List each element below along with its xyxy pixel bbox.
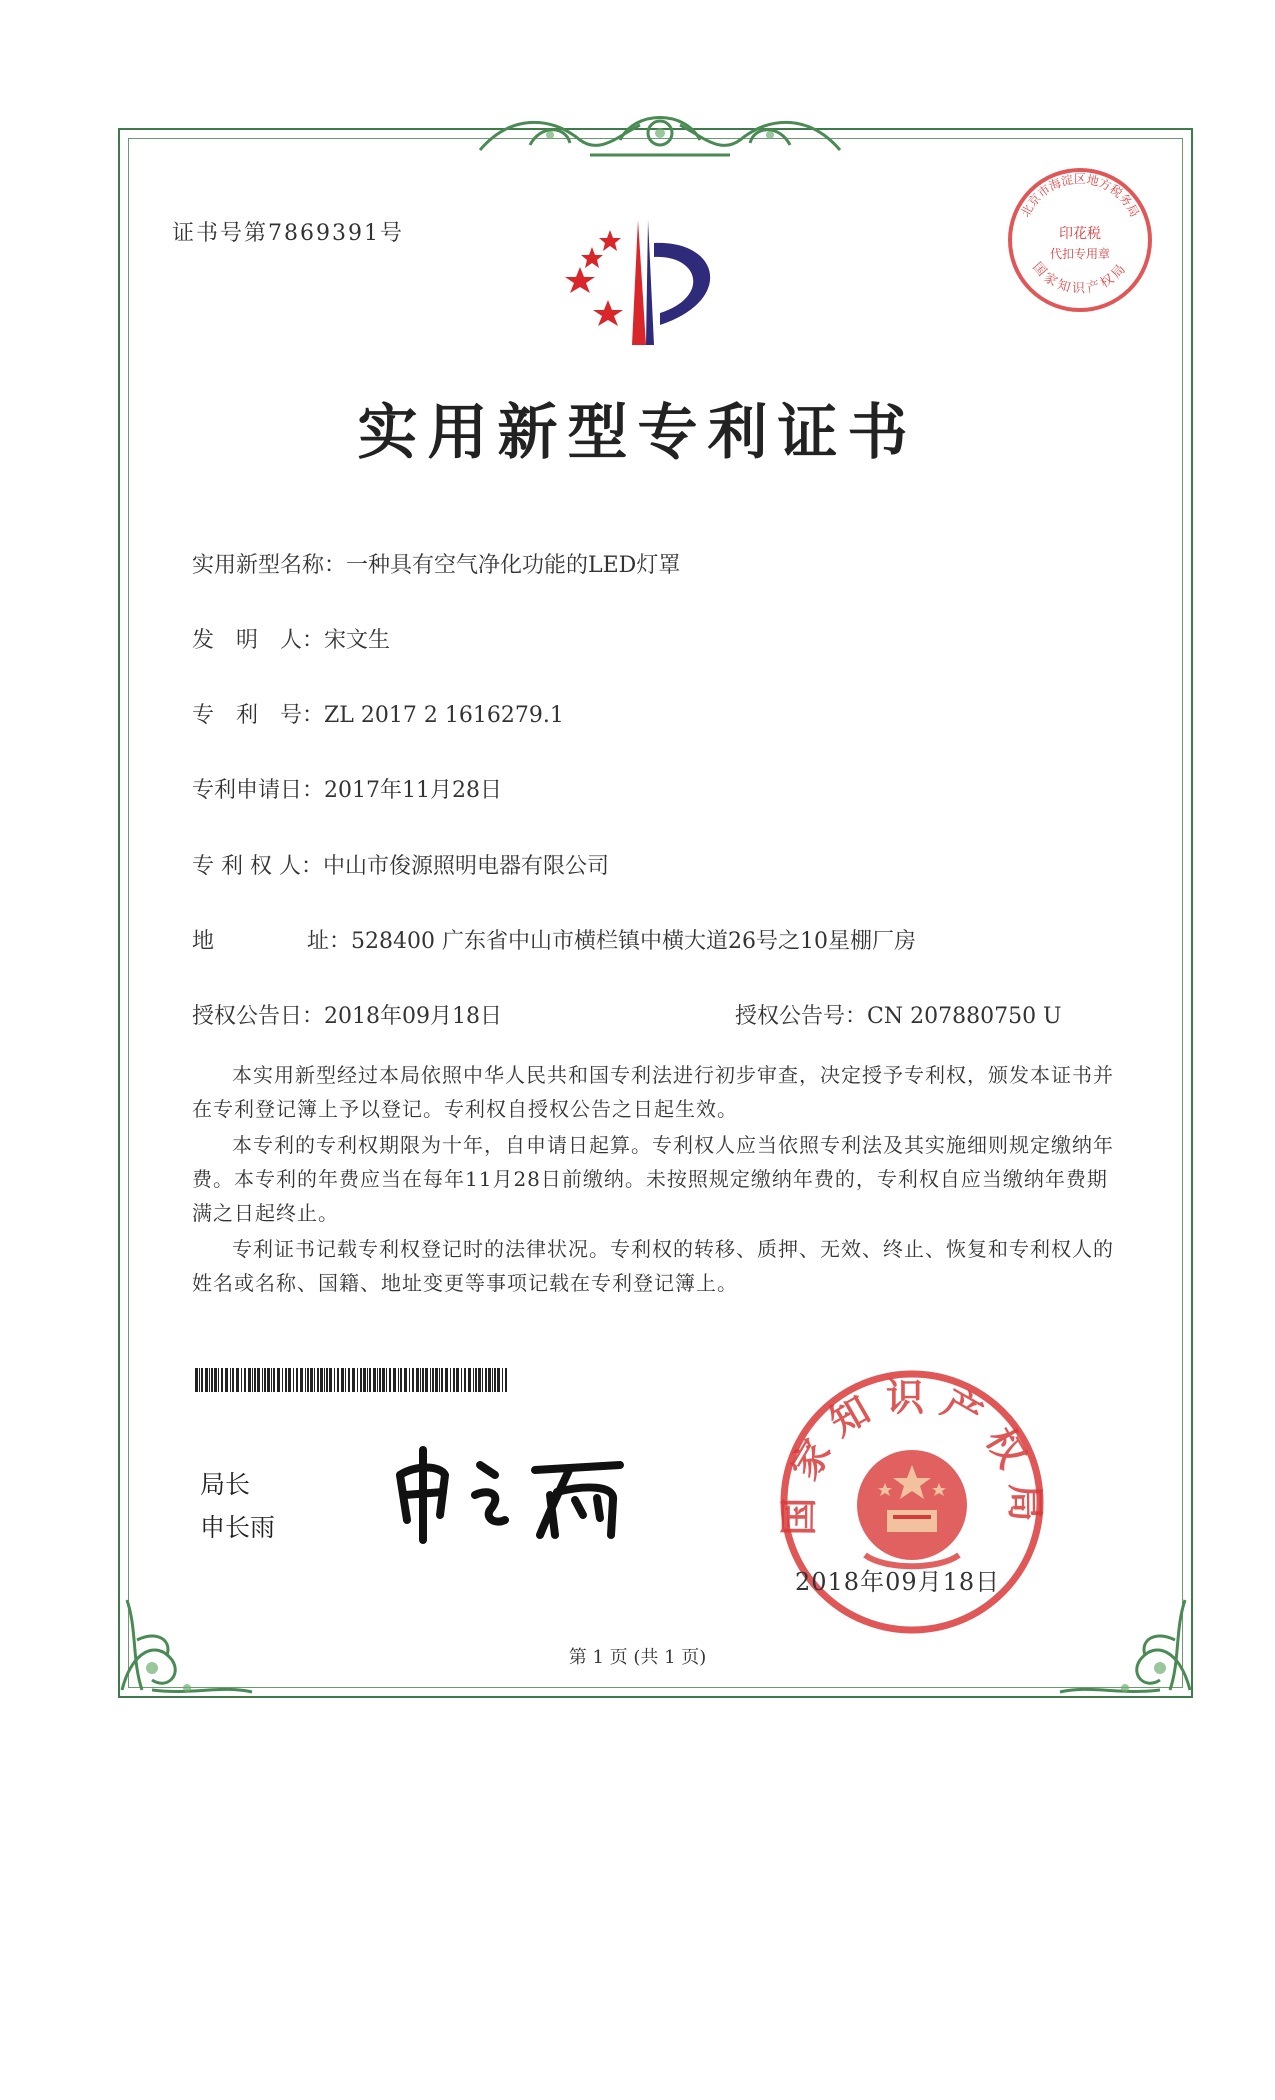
barcode-bar — [334, 1368, 335, 1392]
field-patent-number — [192, 698, 564, 729]
barcode-bar — [230, 1368, 231, 1392]
barcode-bar — [450, 1368, 451, 1392]
barcode-bar — [320, 1368, 323, 1392]
barcode-bar — [482, 1368, 483, 1392]
top-ornament — [470, 95, 850, 170]
seal-date: 2018年09月18日 — [795, 1568, 1001, 1596]
field-patentee — [192, 849, 609, 880]
barcode-bar — [337, 1368, 339, 1392]
barcode-bar — [416, 1368, 419, 1392]
patent-number-value: ZL 2017 2 1616279.1 — [324, 703, 564, 728]
barcode-bar — [329, 1368, 332, 1392]
barcode-bar — [205, 1368, 208, 1392]
barcode-bar — [494, 1368, 496, 1392]
grant-number-value: CN 207880750 U — [867, 1004, 1062, 1029]
barcode-bar — [478, 1368, 481, 1392]
barcode-bar — [248, 1368, 251, 1392]
barcode-bar — [497, 1368, 500, 1392]
barcode-bar — [257, 1368, 260, 1392]
svg-text:国家知识产权局 — [1029, 260, 1131, 297]
paragraph-grant-statement: 本实用新型经过本局依照中华人民共和国专利法进行初步审查，决定授予专利权，颁发本证书并在专利登记簿上予以登记。专利权自授权公告之日起生效。 — [192, 1063, 1114, 1121]
field-grant-number — [735, 999, 1062, 1030]
barcode-bar — [453, 1368, 455, 1392]
barcode-bar — [398, 1368, 399, 1392]
inventor-label: 发 明 人： — [192, 628, 325, 653]
barcode-bar — [262, 1368, 263, 1392]
address-label-part1: 地 — [192, 929, 215, 954]
barcode-bar — [393, 1368, 396, 1392]
barcode-bar — [345, 1368, 346, 1392]
barcode-bar — [389, 1368, 391, 1392]
national-ip-administration-seal — [775, 1365, 1050, 1640]
barcode-bar — [492, 1368, 493, 1392]
barcode-bar — [285, 1368, 287, 1392]
barcode-bar — [404, 1368, 407, 1392]
barcode-bar — [377, 1368, 378, 1392]
barcode-bar — [305, 1368, 306, 1392]
barcode-bar — [435, 1368, 438, 1392]
barcode-bar — [475, 1368, 477, 1392]
barcode-bar — [468, 1368, 471, 1392]
barcode-bar — [288, 1368, 291, 1392]
patentee-label: 专 利 权 人： — [192, 854, 323, 879]
barcode-bar — [244, 1368, 246, 1392]
barcode-bar — [267, 1368, 270, 1392]
barcode-bar — [324, 1368, 325, 1392]
barcode-bar — [277, 1368, 280, 1392]
field-address — [192, 924, 916, 955]
utility-name-value: 一种具有空气净化功能的LED灯罩 — [346, 553, 681, 578]
barcode-bar — [441, 1368, 443, 1392]
address-value: 528400 广东省中山市横栏镇中横大道26号之10星棚厂房 — [351, 929, 916, 954]
barcode-bar — [264, 1368, 266, 1392]
signer-title: 局长 — [200, 1470, 251, 1499]
barcode-bar — [348, 1368, 350, 1392]
barcode-bar — [211, 1368, 213, 1392]
barcode-bar — [314, 1368, 315, 1392]
barcode-bar — [221, 1368, 223, 1392]
field-utility-name — [192, 548, 680, 579]
address-label-part2: 址： — [307, 929, 352, 954]
barcode-bar — [271, 1368, 272, 1392]
barcode-bar — [488, 1368, 491, 1392]
barcode-bar — [420, 1368, 421, 1392]
barcode-bar — [201, 1368, 203, 1392]
field-grant-date — [192, 999, 502, 1030]
barcode-bar — [464, 1368, 466, 1392]
seal-small-bottom-text: 国家知识产权局 — [1029, 259, 1131, 297]
seal-small-inner-text-1: 印花税 — [1059, 226, 1101, 242]
barcode-bar — [373, 1368, 376, 1392]
barcode-bar — [502, 1368, 503, 1392]
barcode-bar — [445, 1368, 448, 1392]
signer-name: 申长雨 — [200, 1513, 276, 1542]
barcode-bar — [473, 1368, 474, 1392]
page-footer: 第 1 页 (共 1 页) — [568, 1647, 707, 1668]
grant-date-value: 2018年09月18日 — [324, 1004, 502, 1029]
barcode — [195, 1368, 507, 1392]
barcode-bar — [422, 1368, 424, 1392]
barcode-bar — [409, 1368, 410, 1392]
barcode-bar — [195, 1368, 198, 1392]
barcode-bar — [254, 1368, 256, 1392]
barcode-bar — [341, 1368, 344, 1392]
barcode-bar — [439, 1368, 440, 1392]
barcode-bar — [209, 1368, 210, 1392]
seal-small-inner-text-2: 代扣专用章 — [1049, 247, 1111, 261]
barcode-bar — [352, 1368, 355, 1392]
barcode-bar — [282, 1368, 283, 1392]
barcode-bar — [363, 1368, 366, 1392]
seal-small-outer-text: 北京市海淀区地方税务局 — [1018, 172, 1142, 220]
filing-date-label: 专利申请日： — [192, 778, 325, 803]
barcode-bar — [252, 1368, 253, 1392]
barcode-bar — [386, 1368, 387, 1392]
field-filing-date — [192, 773, 502, 804]
barcode-bar — [382, 1368, 385, 1392]
paragraph-term-statement: 本专利的专利权期限为十年，自申请日起算。专利权人应当依照专利法及其实施细则规定缴纳年费。本专利的年费应当在每年11月28日前缴纳。未按照规定缴纳年费的，专利权自应当缴纳年费期满之日起终止。 — [192, 1133, 1114, 1225]
barcode-bar — [296, 1368, 298, 1392]
inventor-value: 宋文生 — [324, 628, 391, 653]
barcode-bar — [236, 1368, 239, 1392]
paragraph-legal-status: 专利证书记载专利权登记时的法律状况。专利权的转移、质押、无效、终止、恢复和专利权人的姓名或名称、国籍、地址变更等事项记载在专利登记簿上。 — [192, 1237, 1114, 1295]
field-inventor — [192, 623, 390, 654]
barcode-bar — [400, 1368, 402, 1392]
svg-text:北京市海淀区地方税务局 — [1018, 171, 1142, 219]
barcode-bar — [456, 1368, 459, 1392]
grant-number-label: 授权公告号： — [735, 1004, 868, 1029]
barcode-bar — [241, 1368, 242, 1392]
barcode-bar — [293, 1368, 294, 1392]
barcode-bar — [379, 1368, 381, 1392]
barcode-bar — [218, 1368, 219, 1392]
barcode-bar — [412, 1368, 414, 1392]
barcode-bar — [273, 1368, 275, 1392]
barcode-bar — [199, 1368, 200, 1392]
certificate-number: 证书号第7869391号 — [172, 221, 404, 246]
barcode-bar — [214, 1368, 217, 1392]
grant-date-label: 授权公告日： — [192, 1004, 325, 1029]
barcode-bar — [317, 1368, 319, 1392]
handwritten-signature — [385, 1440, 655, 1550]
seal-big-text: 国家知识产权局 — [776, 1375, 1048, 1536]
barcode-bar — [357, 1368, 358, 1392]
barcode-bar — [300, 1368, 303, 1392]
barcode-bar — [232, 1368, 234, 1392]
barcode-bar — [307, 1368, 309, 1392]
patent-number-label: 专 利 号： — [192, 703, 325, 728]
barcode-bar — [430, 1368, 431, 1392]
barcode-bar — [225, 1368, 228, 1392]
barcode-bar — [432, 1368, 434, 1392]
filing-date-value: 2017年11月28日 — [324, 778, 502, 803]
barcode-bar — [461, 1368, 462, 1392]
barcode-bar — [326, 1368, 328, 1392]
stamp-duty-seal — [1000, 160, 1160, 320]
barcode-bar — [485, 1368, 487, 1392]
barcode-bar — [310, 1368, 313, 1392]
barcode-bar — [367, 1368, 368, 1392]
barcode-bar — [360, 1368, 362, 1392]
certificate-title: 实用新型专利证书 — [357, 398, 918, 468]
barcode-bar — [505, 1368, 507, 1392]
patentee-value: 中山市俊源照明电器有限公司 — [322, 854, 609, 879]
patent-office-emblem-icon — [550, 205, 750, 355]
barcode-bar — [425, 1368, 428, 1392]
utility-name-label: 实用新型名称： — [192, 553, 347, 578]
barcode-bar — [369, 1368, 371, 1392]
